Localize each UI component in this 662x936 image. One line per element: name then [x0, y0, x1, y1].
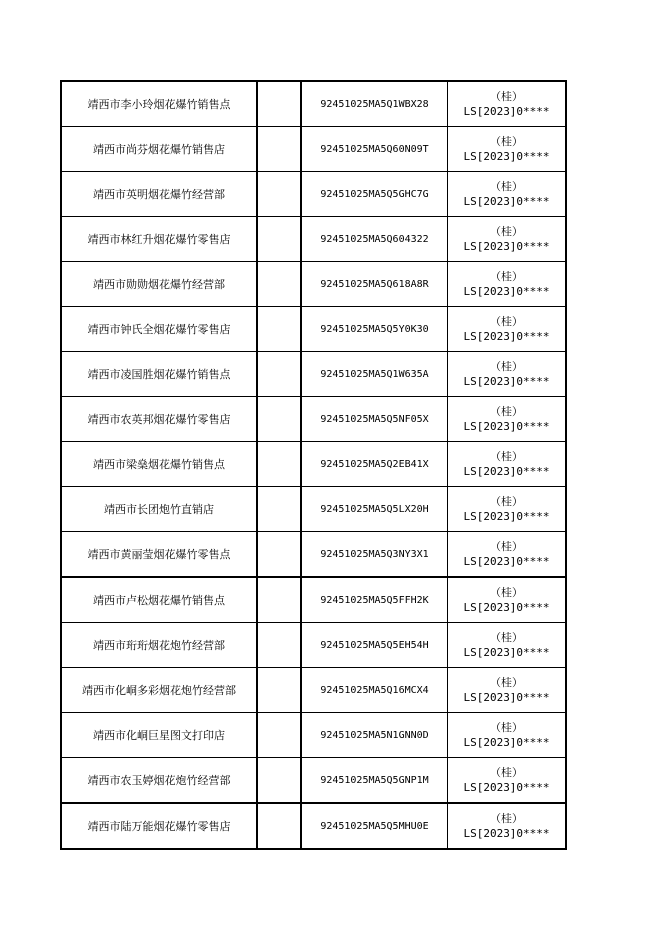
- license-prefix: （桂）: [490, 721, 523, 734]
- table-row: [61, 127, 566, 172]
- empty-cell: [257, 577, 301, 623]
- table-row: [61, 81, 566, 127]
- license-number: LS[2023]0****: [463, 195, 550, 208]
- license-number: LS[2023]0****: [463, 465, 550, 478]
- table-row: [61, 758, 566, 804]
- license-prefix: （桂）: [490, 631, 523, 644]
- shop-name-cell: 靖西市化峒巨星图文打印店: [61, 713, 257, 758]
- empty-cell: [257, 623, 301, 668]
- license-prefix: （桂）: [490, 495, 523, 508]
- shop-name-cell: 靖西市梁燊烟花爆竹销售点: [61, 442, 257, 487]
- license-prefix: （桂）: [490, 180, 523, 193]
- empty-cell: [257, 668, 301, 713]
- license-prefix: （桂）: [490, 405, 523, 418]
- credit-code-cell: 92451025MA5Q5FFH2K: [301, 577, 448, 623]
- license-number: LS[2023]0****: [463, 555, 550, 568]
- license-number-cell: [448, 262, 567, 307]
- license-prefix: （桂）: [490, 450, 523, 463]
- credit-code-cell: 92451025MA5Q5MHU0E: [301, 803, 448, 849]
- license-prefix: （桂）: [490, 315, 523, 328]
- license-number: LS[2023]0****: [463, 827, 550, 840]
- empty-cell: [257, 713, 301, 758]
- table-row: [61, 668, 566, 713]
- license-number-cell: [448, 442, 567, 487]
- license-prefix: （桂）: [490, 360, 523, 373]
- table-row: [61, 172, 566, 217]
- credit-code-cell: 92451025MA5Q2EB41X: [301, 442, 448, 487]
- shop-name-cell: 靖西市珩珩烟花炮竹经营部: [61, 623, 257, 668]
- empty-cell: [257, 217, 301, 262]
- shop-name-cell: 靖西市林红升烟花爆竹零售店: [61, 217, 257, 262]
- license-number-cell: [448, 397, 567, 442]
- license-prefix: （桂）: [490, 270, 523, 283]
- shop-name-cell: 靖西市英明烟花爆竹经营部: [61, 172, 257, 217]
- empty-cell: [257, 487, 301, 532]
- license-number-cell: [448, 803, 567, 849]
- license-table: [60, 80, 567, 850]
- license-prefix: （桂）: [490, 225, 523, 238]
- empty-cell: [257, 758, 301, 804]
- license-number: LS[2023]0****: [463, 691, 550, 704]
- license-number: LS[2023]0****: [463, 240, 550, 253]
- empty-cell: [257, 262, 301, 307]
- license-number: LS[2023]0****: [463, 150, 550, 163]
- license-prefix: （桂）: [490, 540, 523, 553]
- license-number-cell: [448, 81, 567, 127]
- license-number-cell: [448, 352, 567, 397]
- empty-cell: [257, 532, 301, 578]
- license-number: LS[2023]0****: [463, 420, 550, 433]
- credit-code-cell: 92451025MA5Q5GNP1M: [301, 758, 448, 804]
- license-number-cell: [448, 713, 567, 758]
- table-row: [61, 803, 566, 849]
- credit-code-cell: 92451025MA5Q5Y0K30: [301, 307, 448, 352]
- credit-code-cell: 92451025MA5Q16MCX4: [301, 668, 448, 713]
- license-number-cell: [448, 217, 567, 262]
- license-prefix: （桂）: [490, 135, 523, 148]
- credit-code-cell: 92451025MA5Q60N09T: [301, 127, 448, 172]
- credit-code-cell: 92451025MA5N1GNN0D: [301, 713, 448, 758]
- table-row: [61, 307, 566, 352]
- table-row: [61, 262, 566, 307]
- license-number-cell: [448, 172, 567, 217]
- license-number-cell: [448, 623, 567, 668]
- empty-cell: [257, 307, 301, 352]
- license-number: LS[2023]0****: [463, 375, 550, 388]
- license-prefix: （桂）: [490, 812, 523, 825]
- table-row: [61, 577, 566, 623]
- license-number: LS[2023]0****: [463, 330, 550, 343]
- credit-code-cell: 92451025MA5Q5LX20H: [301, 487, 448, 532]
- credit-code-cell: 92451025MA5Q5EH54H: [301, 623, 448, 668]
- shop-name-cell: 靖西市李小玲烟花爆竹销售点: [61, 81, 257, 127]
- shop-name-cell: 靖西市陆万能烟花爆竹零售店: [61, 803, 257, 849]
- license-prefix: （桂）: [490, 90, 523, 103]
- credit-code-cell: 92451025MA5Q604322: [301, 217, 448, 262]
- credit-code-cell: 92451025MA5Q1W635A: [301, 352, 448, 397]
- shop-name-cell: 靖西市农英邦烟花爆竹零售店: [61, 397, 257, 442]
- credit-code-cell: 92451025MA5Q3NY3X1: [301, 532, 448, 578]
- credit-code-cell: 92451025MA5Q1WBX28: [301, 81, 448, 127]
- license-number: LS[2023]0****: [463, 646, 550, 659]
- license-number-cell: [448, 532, 567, 578]
- license-prefix: （桂）: [490, 766, 523, 779]
- shop-name-cell: 靖西市卢松烟花爆竹销售点: [61, 577, 257, 623]
- table-row: [61, 397, 566, 442]
- credit-code-cell: 92451025MA5Q5GHC7G: [301, 172, 448, 217]
- table-row: [61, 532, 566, 578]
- empty-cell: [257, 352, 301, 397]
- empty-cell: [257, 172, 301, 217]
- shop-name-cell: 靖西市尚芬烟花爆竹销售店: [61, 127, 257, 172]
- shop-name-cell: 靖西市凌国胜烟花爆竹销售点: [61, 352, 257, 397]
- table-row: [61, 487, 566, 532]
- empty-cell: [257, 127, 301, 172]
- license-number: LS[2023]0****: [463, 285, 550, 298]
- shop-name-cell: 靖西市长团炮竹直销店: [61, 487, 257, 532]
- empty-cell: [257, 81, 301, 127]
- table-row: [61, 713, 566, 758]
- table-row: [61, 352, 566, 397]
- license-number-cell: [448, 577, 567, 623]
- empty-cell: [257, 397, 301, 442]
- license-number-cell: [448, 127, 567, 172]
- license-table-body: [61, 81, 566, 849]
- license-number-cell: [448, 307, 567, 352]
- empty-cell: [257, 803, 301, 849]
- license-prefix: （桂）: [490, 586, 523, 599]
- credit-code-cell: 92451025MA5Q5NF05X: [301, 397, 448, 442]
- license-number: LS[2023]0****: [463, 510, 550, 523]
- license-number-cell: [448, 668, 567, 713]
- shop-name-cell: 靖西市黄丽莹烟花爆竹零售点: [61, 532, 257, 578]
- table-row: [61, 217, 566, 262]
- shop-name-cell: 靖西市化峒多彩烟花炮竹经营部: [61, 668, 257, 713]
- shop-name-cell: 靖西市钟氏全烟花爆竹零售店: [61, 307, 257, 352]
- license-number-cell: [448, 487, 567, 532]
- license-number: LS[2023]0****: [463, 781, 550, 794]
- license-number: LS[2023]0****: [463, 601, 550, 614]
- license-number: LS[2023]0****: [463, 105, 550, 118]
- license-number-cell: [448, 758, 567, 804]
- license-number: LS[2023]0****: [463, 736, 550, 749]
- table-row: [61, 623, 566, 668]
- table-row: [61, 442, 566, 487]
- empty-cell: [257, 442, 301, 487]
- shop-name-cell: 靖西市农玉婷烟花炮竹经营部: [61, 758, 257, 804]
- credit-code-cell: 92451025MA5Q618A8R: [301, 262, 448, 307]
- shop-name-cell: 靖西市勋勋烟花爆竹经营部: [61, 262, 257, 307]
- license-prefix: （桂）: [490, 676, 523, 689]
